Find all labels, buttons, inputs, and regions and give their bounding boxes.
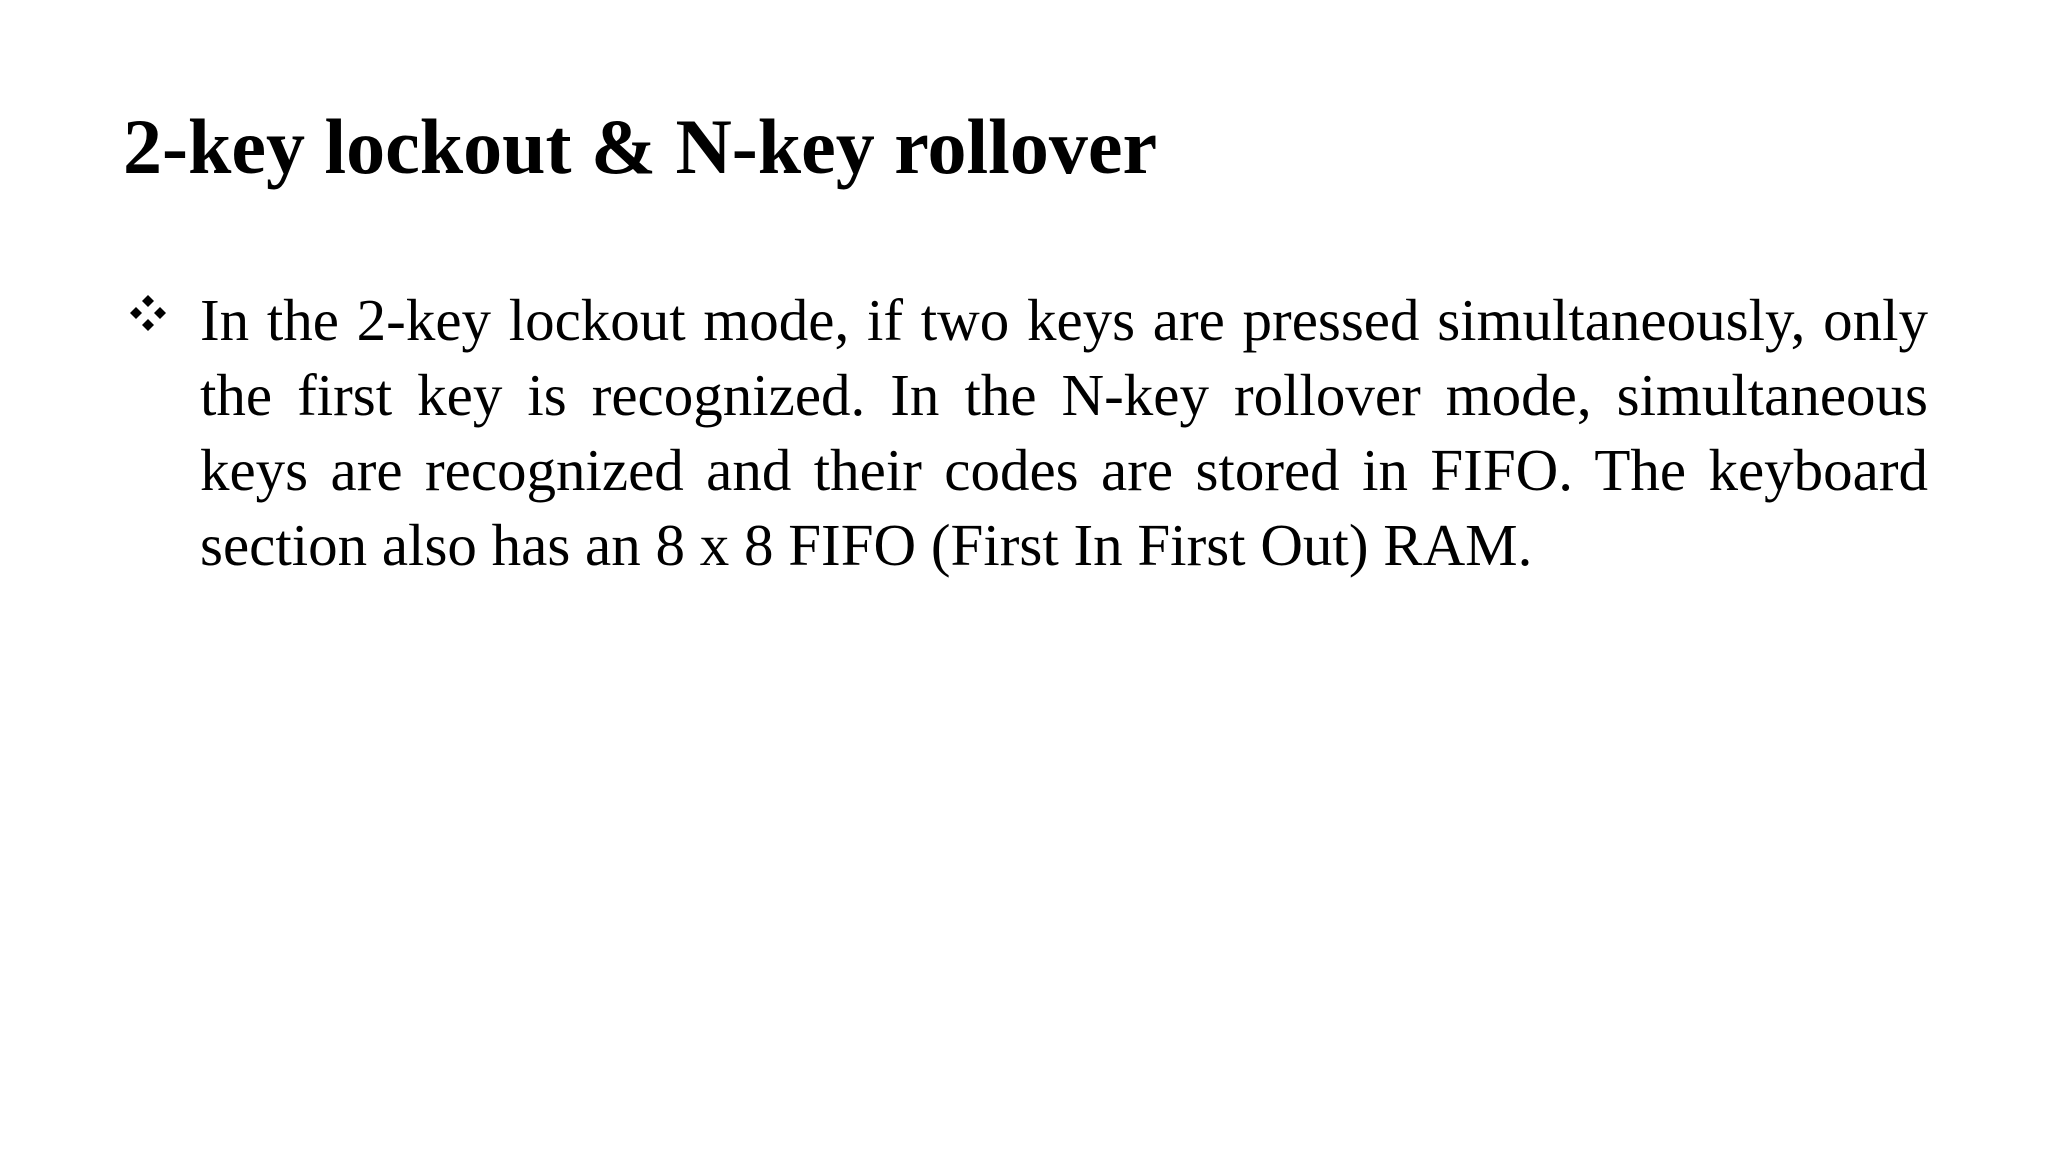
bullet-text: In the 2-key lockout mode, if two keys are pressed simultaneously, only the first key is recognized. In the N-key rollover mode, simultaneous keys are recognized and their codes are stored in FIFO. The keyboard section also has an 8 x 8 FIFO (First In First Out) RAM. bbox=[200, 287, 1928, 578]
four-diamond-bullet-icon bbox=[128, 293, 200, 333]
bullet-list bbox=[128, 283, 1928, 583]
slide-title: 2-key lockout & N-key rollover bbox=[123, 103, 1158, 190]
list-item bbox=[128, 283, 1928, 583]
